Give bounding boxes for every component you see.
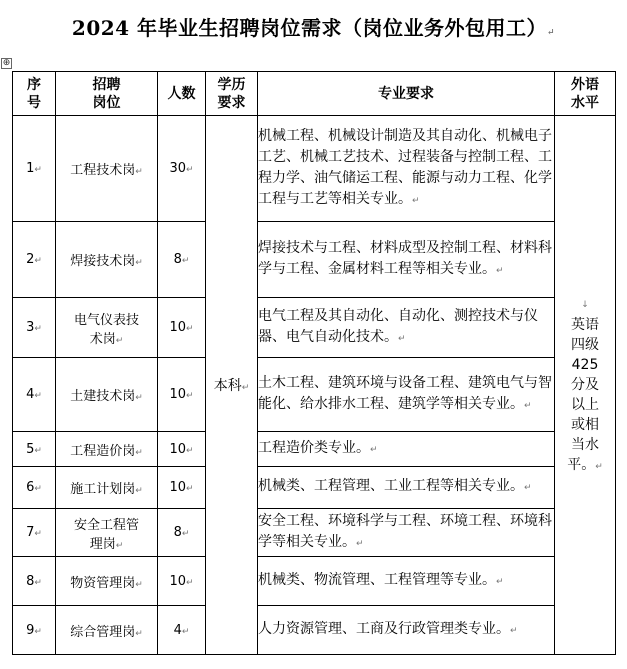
header-seq-line2: 号	[27, 94, 41, 111]
row-no-text: 8	[26, 573, 35, 589]
row-major	[258, 557, 555, 606]
cell-mark-icon: ↵	[370, 444, 378, 455]
cell-mark-icon: ↵	[496, 265, 504, 276]
row-no-text: 9	[26, 622, 35, 638]
row-major-text: 焊接技术与工程、材料成型及控制工程、材料科学与工程、金属材料工程等相关专业。	[258, 239, 552, 277]
cell-mark-icon: ↵	[186, 445, 194, 456]
row-count-text: 4	[173, 622, 182, 638]
table-row	[13, 222, 616, 298]
cell-mark-icon: ↵	[115, 335, 124, 346]
cell-mark-icon: ↵	[34, 529, 42, 539]
cell-mark-icon: ↵	[34, 577, 42, 588]
row-major-text: 人力资源管理、工商及行政管理类专业。	[258, 620, 510, 637]
cell-mark-icon: ↵	[398, 333, 406, 344]
row-count-text: 10	[169, 480, 186, 495]
row-no-text: 4	[26, 387, 35, 402]
cell-mark-icon: ↵	[595, 462, 603, 472]
row-no	[13, 509, 56, 557]
table-move-handle-icon[interactable]: ⊕	[2, 58, 11, 68]
cell-mark-icon: ↵	[34, 165, 42, 175]
recruitment-table	[12, 71, 616, 655]
row-position-text: 土建技术岗	[70, 389, 136, 404]
paragraph-mark-icon: ↓	[581, 300, 589, 310]
language-line: 425	[571, 357, 599, 373]
header-education	[206, 72, 258, 116]
header-major-text: 专业要求	[378, 85, 434, 102]
row-position-text: 焊接技术岗	[70, 254, 136, 269]
row-count-text: 8	[173, 252, 182, 267]
language-line: 当水	[571, 437, 599, 453]
cell-mark-icon: ↵	[412, 195, 420, 206]
cell-mark-icon: ↵	[181, 529, 190, 539]
row-major-text: 机械类、工程管理、工业工程等相关专业。	[258, 478, 524, 494]
language-line: 四级	[571, 337, 599, 353]
header-major	[258, 72, 555, 116]
row-position	[56, 606, 158, 655]
row-major	[258, 222, 555, 298]
table-row	[13, 432, 616, 467]
cell-mark-icon: ↵	[135, 579, 143, 590]
table-row	[13, 467, 616, 509]
cell-mark-icon: ↵	[186, 484, 194, 494]
language-line: 以上	[571, 397, 599, 413]
cell-mark-icon: ↵	[181, 256, 190, 266]
cell-mark-icon: ↵	[186, 324, 194, 334]
row-no	[13, 467, 56, 509]
cell-mark-icon: ↵	[186, 165, 194, 175]
row-major-text: 机械类、物流管理、工程管理等专业。	[258, 571, 496, 588]
row-no-text: 1	[26, 161, 35, 176]
row-no	[13, 606, 56, 655]
education-text: 本科	[213, 378, 242, 394]
table-row	[13, 116, 616, 222]
row-position	[56, 222, 158, 298]
row-position-text: 工程造价岗	[70, 443, 136, 459]
language-line: 分及	[571, 377, 599, 393]
row-count	[158, 432, 206, 467]
row-no	[13, 116, 56, 222]
table-row	[13, 606, 616, 655]
row-major-text: 安全工程、环境科学与工程、环境工程、环境科学等相关专业。	[258, 512, 552, 550]
cell-mark-icon: ↵	[510, 625, 518, 636]
row-position-text: 物资管理岗	[70, 575, 136, 591]
cell-mark-icon: ↵	[115, 540, 124, 551]
table-row	[13, 557, 616, 606]
cell-mark-icon: ↵	[135, 167, 143, 177]
document-title	[0, 12, 627, 41]
row-no	[13, 432, 56, 467]
row-count	[158, 358, 206, 432]
header-education-line2: 要求	[217, 94, 246, 111]
cell-mark-icon: ↵	[186, 391, 194, 401]
cell-mark-icon: ↵	[34, 445, 42, 456]
row-count-text: 10	[169, 320, 186, 335]
row-count	[158, 606, 206, 655]
language-text	[563, 315, 607, 477]
row-position	[56, 509, 158, 557]
cell-mark-icon: ↵	[135, 393, 143, 403]
header-language-line1: 外语	[571, 76, 599, 93]
row-position	[56, 358, 158, 432]
cell-mark-icon: ↵	[34, 626, 42, 637]
row-major	[258, 606, 555, 655]
row-position-text: 安全工程管	[73, 517, 139, 533]
row-count-text: 10	[169, 441, 186, 457]
header-language-line2: 水平	[571, 94, 599, 111]
table-row	[13, 358, 616, 432]
header-count	[158, 72, 206, 116]
header-seq	[13, 72, 56, 116]
row-no-text: 3	[26, 320, 35, 335]
row-position-text: 综合管理岗	[70, 624, 136, 640]
language-line: 英语	[571, 317, 599, 333]
cell-mark-icon: ↵	[241, 383, 250, 393]
row-count	[158, 116, 206, 222]
cell-mark-icon: ↵	[524, 483, 532, 493]
row-position	[56, 467, 158, 509]
row-no	[13, 358, 56, 432]
cell-mark-icon: ↵	[496, 576, 504, 587]
cell-mark-icon: ↵	[356, 538, 364, 549]
row-no-text: 6	[26, 480, 35, 495]
row-position-text: 理岗	[89, 536, 116, 552]
table-row	[13, 509, 616, 557]
row-position	[56, 432, 158, 467]
header-education-line1: 学历	[217, 76, 246, 93]
header-seq-line1: 序	[27, 76, 41, 93]
row-position-text: 术岗	[89, 331, 116, 347]
header-position	[56, 72, 158, 116]
paragraph-mark-icon: ↵	[547, 28, 556, 38]
row-position	[56, 557, 158, 606]
language-cell	[555, 116, 616, 655]
education-cell	[206, 116, 258, 655]
row-no	[13, 222, 56, 298]
cell-mark-icon: ↵	[34, 484, 42, 494]
row-major-text: 工程造价类专业。	[258, 439, 370, 456]
row-count-text: 8	[173, 525, 182, 540]
row-count-text: 30	[169, 161, 186, 176]
header-position-line1: 招聘	[92, 76, 121, 93]
row-position-text: 电气仪表技	[73, 312, 139, 328]
row-position-text: 工程技术岗	[70, 163, 136, 178]
cell-mark-icon: ↵	[34, 324, 42, 334]
title-text: 2024 年毕业生招聘岗位需求（岗位业务外包用工）	[71, 16, 548, 40]
cell-mark-icon: ↵	[135, 447, 143, 458]
row-count	[158, 467, 206, 509]
row-major	[258, 116, 555, 222]
header-language	[555, 72, 616, 116]
row-major	[258, 298, 555, 358]
row-position	[56, 116, 158, 222]
cell-mark-icon: ↵	[135, 628, 143, 639]
table-header-row	[13, 72, 616, 116]
row-no	[13, 298, 56, 358]
row-no-text: 5	[26, 441, 35, 457]
row-no	[13, 557, 56, 606]
language-line: 平。	[567, 457, 596, 473]
cell-mark-icon: ↵	[34, 391, 42, 401]
header-count-text: 人数	[167, 85, 196, 102]
row-major	[258, 467, 555, 509]
cell-mark-icon: ↵	[186, 577, 194, 588]
row-position	[56, 298, 158, 358]
row-count	[158, 509, 206, 557]
row-no-text: 2	[26, 252, 35, 267]
row-count	[158, 222, 206, 298]
cell-mark-icon: ↵	[181, 626, 190, 637]
table-row	[13, 298, 616, 358]
row-no-text: 7	[26, 525, 35, 540]
row-major-text: 机械工程、机械设计制造及其自动化、机械电子工艺、机械工艺技术、过程装备与控制工程、工程力学、油气储运工程、能源与动力工程、化学工程与工艺等相关专业。	[258, 127, 552, 207]
row-count	[158, 557, 206, 606]
cell-mark-icon: ↵	[135, 486, 143, 496]
row-count-text: 10	[169, 573, 186, 589]
cell-mark-icon: ↵	[135, 258, 143, 268]
row-major	[258, 509, 555, 557]
cell-mark-icon: ↵	[524, 400, 532, 411]
header-position-line2: 岗位	[92, 94, 121, 111]
row-major-text: 电气工程及其自动化、自动化、测控技术与仪器、电气自动化技术。	[258, 307, 538, 345]
language-line: 或相	[571, 417, 599, 433]
row-position-text: 施工计划岗	[70, 482, 136, 497]
row-major	[258, 432, 555, 467]
row-major-text: 土木工程、建筑环境与设备工程、建筑电气与智能化、给水排水工程、建筑学等相关专业。	[258, 374, 552, 412]
row-count-text: 10	[169, 387, 186, 402]
row-major	[258, 358, 555, 432]
cell-mark-icon: ↵	[34, 256, 42, 266]
row-count	[158, 298, 206, 358]
